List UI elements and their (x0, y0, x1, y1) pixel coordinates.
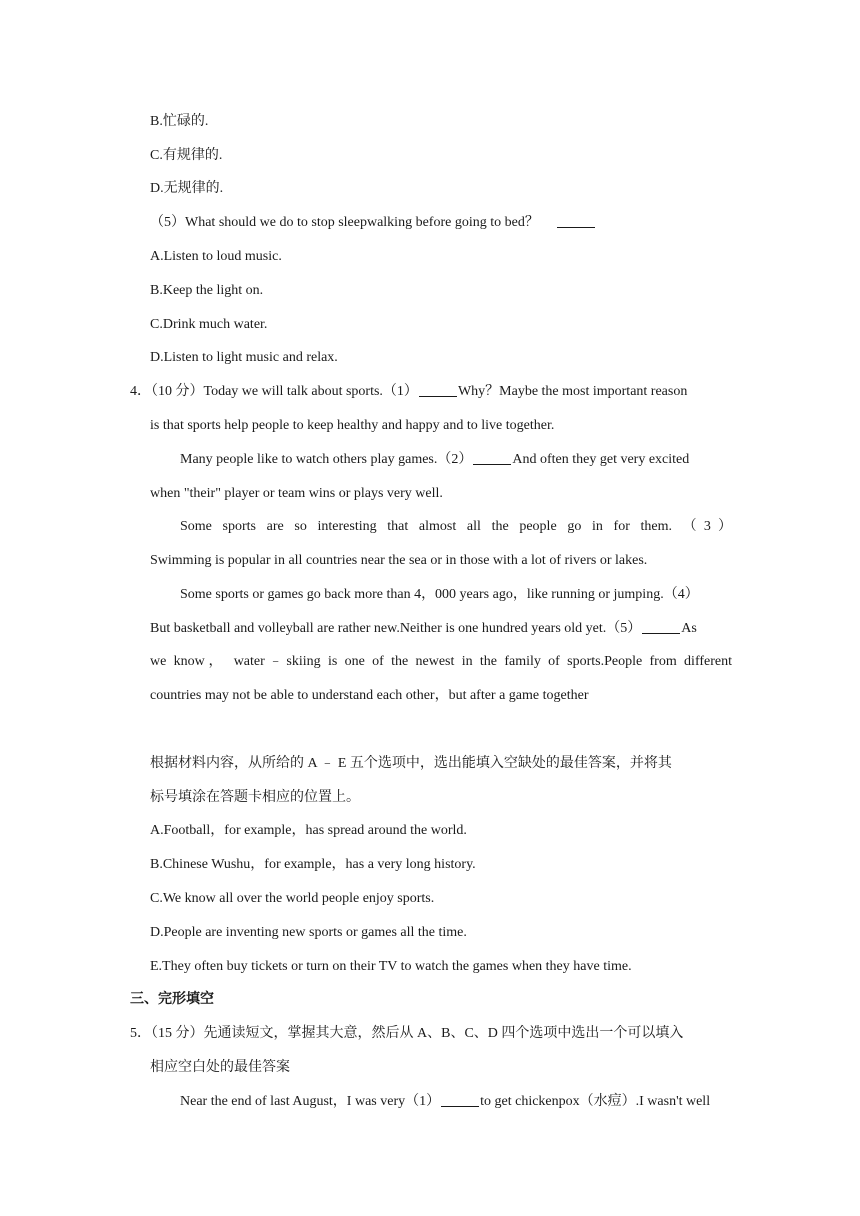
q3-sub5-option-a: A.Listen to loud music. (150, 249, 282, 264)
q4-line-6: Swimming is popular in all countries near the sea or in those with a lot of rivers or lakes. (150, 553, 648, 568)
q3-sub5-option-c: C.Drink much water. (150, 317, 268, 332)
q4-option-e: E.They often buy tickets or turn on their TV to watch the games when they have time. (150, 959, 632, 974)
q5-line-2: 相应空白处的最佳答案 (150, 1060, 290, 1075)
q4-instruction-1: 根据材料内容，从所给的 A ﹣ E 五个选项中，选出能填入空缺处的最佳答案，并将其 (150, 756, 672, 771)
q4-option-d: D.People are inventing new sports or games all the time. (150, 925, 467, 940)
q4-option-c: C.We know all over the world people enjoy sports. (150, 891, 435, 906)
q4-line-2: is that sports help people to keep healthy and happy and to live together. (150, 418, 555, 433)
blank-2 (473, 450, 511, 465)
q3-option-d: D.无规律的. (150, 181, 224, 196)
q5-line-3-tail: to get chickenpox（水痘）.I wasn't well (480, 1094, 711, 1109)
q4-line-3-head: Many people like to watch others play games.（2） (180, 452, 473, 467)
q3-sub5-text: （5）What should we do to stop sleepwalking before going to bed？ (150, 215, 539, 230)
q3-sub5-question (150, 213, 732, 233)
q3-sub5-option-b: B.Keep the light on. (150, 283, 264, 298)
q4-line-9: we know， water﹣skiing is one of the newest in the family of sports.People from different (150, 654, 732, 669)
q4-line-3 (180, 450, 732, 470)
q4-line-1-tail: Why？Maybe the most important reason (457, 384, 688, 399)
q4-line-8-tail: As (681, 621, 697, 636)
q4-line-5: Some sports are so interesting that almost all the people go in for them. （3） (180, 519, 732, 534)
q5-line-3-head: Near the end of last August，I was very（1） (180, 1094, 441, 1109)
q3-option-c: C.有规律的. (150, 148, 223, 163)
q4-option-a: A.Football，for example，has spread around the world. (150, 823, 467, 838)
q4-line-10: countries may not be able to understand each other，but after a game together (150, 688, 589, 703)
q4-option-b: B.Chinese Wushu，for example，has a very long history. (150, 857, 476, 872)
q4-line-7: Some sports or games go back more than 4，000 years ago，like running or jumping.（4） (180, 587, 699, 602)
q4-line-8-head: But basketball and volleyball are rather new.Neither is one hundred years old yet.（5） (150, 621, 642, 636)
answer-blank (557, 213, 595, 228)
blank-q5-1 (441, 1092, 479, 1107)
q4-line-4: when "their" player or team wins or plays very well. (150, 486, 443, 501)
q3-option-b: B.忙碌的. (150, 114, 209, 129)
q4-line-8 (150, 619, 732, 639)
blank-1 (419, 382, 457, 397)
section-heading: 三、完形填空 (130, 992, 214, 1007)
q4-line-3-tail: And often they get very excited (512, 452, 690, 467)
q5-line-3 (180, 1092, 732, 1112)
q4-stem: 4．（10 分）Today we will talk about sports.（1） (130, 384, 418, 399)
q5-line-1: 5．（15 分）先通读短文，掌握其大意，然后从 A、B、C、D 四个选项中选出一个可以填入 (130, 1026, 684, 1041)
q3-sub5-option-d: D.Listen to light music and relax. (150, 350, 338, 365)
blank-5 (642, 619, 680, 634)
q4-instruction-2: 标号填涂在答题卡相应的位置上。 (150, 790, 360, 805)
q4-line-1 (130, 382, 732, 402)
